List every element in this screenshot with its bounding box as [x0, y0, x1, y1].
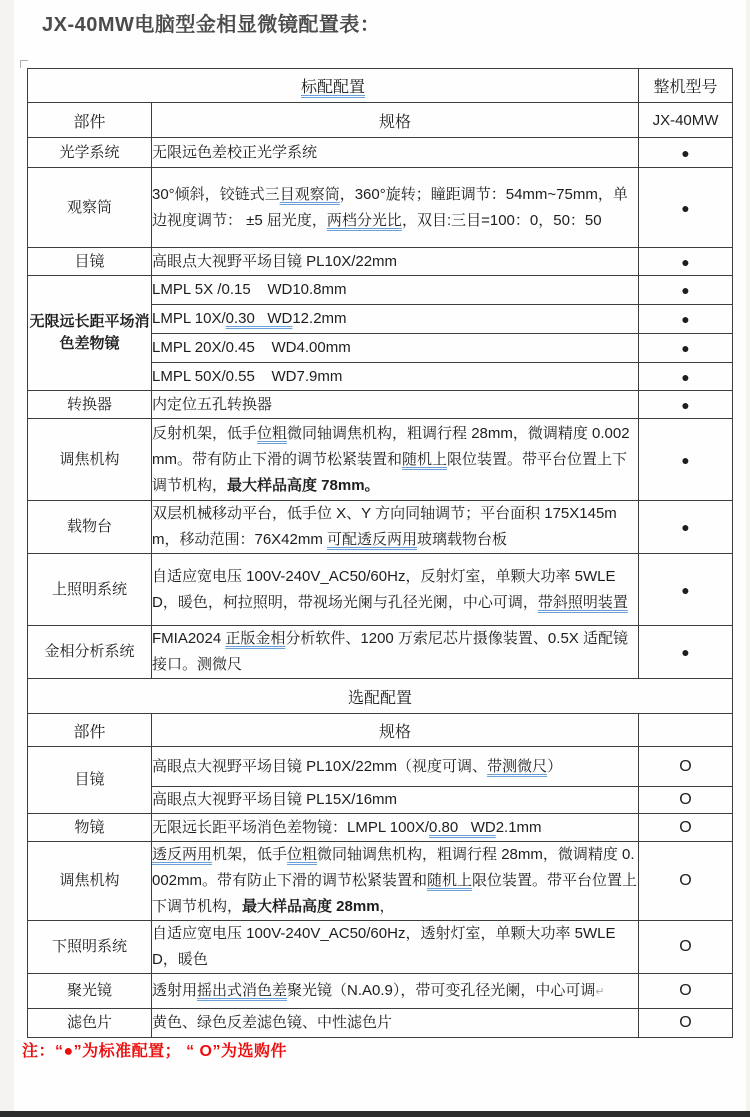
config-mark: ●	[639, 419, 733, 501]
config-table	[27, 68, 733, 1038]
spec-cell	[152, 921, 639, 974]
spec-text: 玻璃载物台板	[417, 531, 508, 548]
spec-cell	[152, 554, 639, 626]
optional-column-header-row	[28, 714, 733, 747]
spec-text: FMIA2024	[152, 630, 226, 647]
grammar-underlined-text: 正版金相	[225, 630, 286, 647]
spec-text: 30°倾斜，铰链式三	[152, 185, 280, 203]
spec-cell	[152, 974, 639, 1009]
table-row	[28, 168, 733, 248]
table-row	[28, 276, 733, 305]
config-mark: ●	[639, 626, 733, 679]
grammar-underlined-text: 位粗	[287, 846, 318, 863]
part-cell: 目镜	[28, 747, 152, 814]
spec-cell	[152, 842, 639, 921]
spec-text: 无限远色差校正光学系统	[152, 143, 318, 161]
table-row	[28, 248, 733, 276]
table-row	[28, 419, 733, 501]
spec-text: 微同轴调焦机构，粗调行程 28mm，微调精度 0.002mm。带有防止下滑的调节松紧装置和	[152, 424, 630, 468]
table-row	[28, 842, 733, 921]
spec-cell	[152, 305, 639, 334]
column-header-row	[28, 103, 733, 138]
spec-cell	[152, 276, 639, 305]
spec-text: 机架，低手	[212, 846, 288, 863]
config-mark: O	[639, 1009, 733, 1038]
table-row	[28, 814, 733, 842]
part-cell: 上照明系统	[28, 554, 152, 626]
spec-text: 2.1mm	[495, 818, 542, 836]
spec-text: 微同轴调焦机构，粗调行程 28mm，微调精度 0.002mm。带有防止下滑的调节松紧装置和	[152, 846, 635, 889]
config-mark: ●	[639, 554, 733, 626]
spec-cell	[152, 626, 639, 679]
optional-config-header: 选配配置	[28, 679, 733, 714]
spec-cell	[152, 363, 639, 391]
config-mark: O	[639, 974, 733, 1009]
spec-text: ，双目:三目=100：0，50：50	[401, 211, 602, 229]
spec-text: ，	[379, 898, 395, 915]
part-col-header: 部件	[28, 103, 152, 138]
table-handle-mark	[20, 60, 28, 68]
config-mark: ●	[639, 168, 733, 248]
part-cell: 下照明系统	[28, 921, 152, 974]
spec-text: 聚光镜（N.A0.9），带可变孔径光阑，中心可调	[287, 981, 596, 999]
optional-section-header-row	[28, 679, 733, 714]
part-cell: 光学系统	[28, 138, 152, 168]
part-cell: 无限远长距平场消色差物镜	[28, 276, 152, 391]
spec-cell	[152, 138, 639, 168]
spec-text: LMPL 5X /0.15 WD10.8mm	[152, 281, 347, 298]
line-break-mark: ↵	[595, 985, 605, 998]
grammar-underlined-text: 摇出式消色差	[197, 981, 288, 999]
spec-cell	[152, 168, 639, 248]
spec-text: 内定位五孔转换器	[152, 395, 273, 413]
spec-text: 限位装置。带平台位置上下调节机构，	[152, 450, 628, 494]
standard-config-label: 标配配置	[301, 79, 366, 96]
table-row	[28, 974, 733, 1009]
config-mark: ●	[639, 276, 733, 305]
config-mark: ●	[639, 138, 733, 168]
spec-col-header: 规格	[152, 714, 639, 747]
spec-text: 高眼点大视野平场目镜 PL15X/16mm	[152, 791, 398, 808]
spec-col-header: 规格	[152, 103, 639, 138]
spec-text: 限位装置。带平台位置上下调节机构，	[152, 872, 638, 915]
table-row	[28, 626, 733, 679]
config-mark: ●	[639, 248, 733, 276]
part-cell: 滤色片	[28, 1009, 152, 1038]
config-mark: O	[639, 842, 733, 921]
spec-text: 反射机架，低手	[152, 424, 258, 442]
model-col-header: 整机型号	[639, 69, 733, 103]
config-mark: O	[639, 921, 733, 974]
config-mark: O	[639, 747, 733, 787]
spec-cell	[152, 787, 639, 814]
part-cell: 调焦机构	[28, 419, 152, 501]
part-cell: 金相分析系统	[28, 626, 152, 679]
config-mark: ●	[639, 363, 733, 391]
spec-cell	[152, 1009, 639, 1038]
grammar-underlined-text: 0.30 WD	[225, 310, 293, 327]
standard-section-header-row	[28, 69, 733, 103]
spec-cell	[152, 747, 639, 787]
spec-text: LMPL 10X/	[152, 310, 226, 327]
spec-cell	[152, 814, 639, 842]
spec-cell	[152, 391, 639, 419]
spec-text: 黄色、绿色反差滤色镜、中性滤色片	[152, 1014, 393, 1031]
config-mark: ●	[639, 334, 733, 363]
spec-cell	[152, 334, 639, 363]
table-row	[28, 921, 733, 974]
grammar-underlined-text: 随机上	[427, 872, 473, 889]
spec-text: 高眼点大视野平场目镜 PL10X/22mm	[152, 252, 398, 270]
spec-text: 自适应宽电压 100V-240V_AC50/60Hz，反射灯室，单颗大功率 5WLED，暖色，柯拉照明，带视场光阑与孔径光阑，中心可调，	[152, 567, 616, 611]
spec-text: 无限远长距平场消色差物镜：LMPL 100X/	[152, 818, 429, 836]
part-cell: 调焦机构	[28, 842, 152, 921]
table-row	[28, 391, 733, 419]
spec-text: 高眼点大视野平场目镜 PL10X/22mm（视度可调、	[152, 757, 488, 775]
grammar-underlined-text: 位粗	[257, 424, 288, 442]
grammar-underlined-text: 目观察筒	[279, 185, 340, 203]
config-mark: ●	[639, 305, 733, 334]
part-cell: 目镜	[28, 248, 152, 276]
spec-text: 双层机械移动平台，低手位 X、Y 方向同轴调节；平台面积 175X145mm，移动范围：76X42mm	[152, 505, 617, 548]
grammar-underlined-text: 透反两用	[152, 846, 213, 863]
spec-text: 最大样品高度 28mm	[242, 898, 380, 915]
part-cell: 聚光镜	[28, 974, 152, 1009]
page-title: JX-40MW电脑型金相显微镜配置表：	[42, 14, 381, 36]
spec-text: 分析软件、1200 万索尼芯片摄像装置、0.5X 适配镜接口。测微尺	[152, 630, 628, 673]
table-row	[28, 747, 733, 787]
config-mark: O	[639, 787, 733, 814]
grammar-underlined-text: 带测微尺	[487, 757, 548, 775]
part-col-header: 部件	[28, 714, 152, 747]
spec-text: 最大样品高度 78mm。	[227, 476, 380, 494]
spec-text: LMPL 50X/0.55 WD7.9mm	[152, 367, 343, 385]
spec-cell	[152, 419, 639, 501]
spec-cell	[152, 501, 639, 554]
spec-text: LMPL 20X/0.45 WD4.00mm	[152, 339, 351, 356]
document-page	[14, 0, 746, 1111]
grammar-underlined-text: 可配透反两用	[327, 531, 418, 548]
grammar-underlined-text: 带斜照明装置	[537, 593, 628, 611]
table-row	[28, 138, 733, 168]
spec-cell	[152, 248, 639, 276]
table-row	[28, 1009, 733, 1038]
config-mark: ●	[639, 391, 733, 419]
part-cell: 物镜	[28, 814, 152, 842]
part-cell: 载物台	[28, 501, 152, 554]
part-cell: 转换器	[28, 391, 152, 419]
bottom-bar	[0, 1111, 750, 1117]
table-row	[28, 501, 733, 554]
config-mark: O	[639, 814, 733, 842]
grammar-underlined-text: 0.80 WD	[429, 818, 496, 836]
spec-text: ）	[547, 757, 563, 775]
config-mark: ●	[639, 501, 733, 554]
part-cell: 观察筒	[28, 168, 152, 248]
spec-text: 自适应宽电压 100V-240V_AC50/60Hz，透射灯室，单颗大功率 5WLED，暖色	[152, 925, 616, 968]
grammar-underlined-text: 随机上	[402, 450, 448, 468]
table-row	[28, 554, 733, 626]
footnote: 注：“●”为标准配置； “ O”为选购件	[22, 1043, 288, 1060]
spec-text: ，360°旋转；瞳距调节：54mm~75mm，单边视度调节： ±5 屈光度，	[152, 185, 628, 229]
model-value: JX-40MW	[639, 103, 733, 138]
spec-text: 12.2mm	[292, 310, 347, 327]
grammar-underlined-text: 两档分光比	[326, 211, 402, 229]
spec-text: 透射用	[152, 981, 198, 999]
model-value-empty	[639, 714, 733, 747]
standard-config-header	[28, 69, 639, 103]
